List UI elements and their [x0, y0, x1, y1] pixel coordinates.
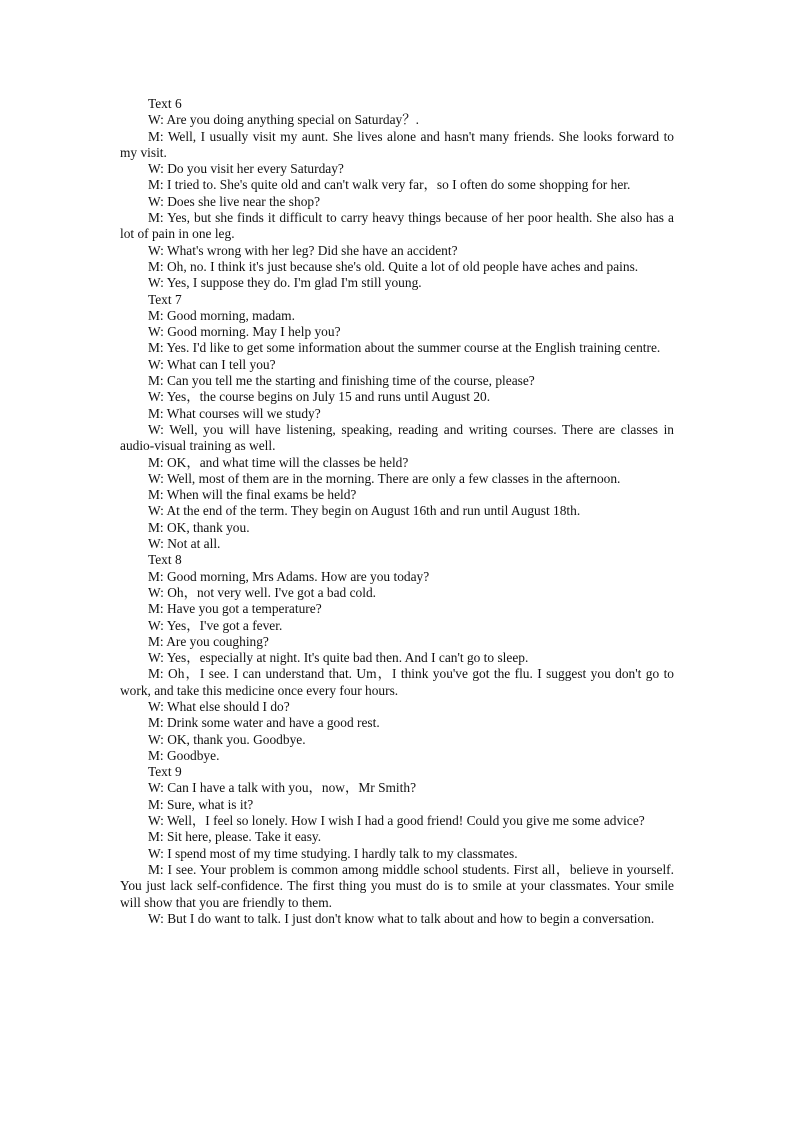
dialogue-line: W: Yes, I suppose they do. I'm glad I'm still young.	[148, 275, 422, 291]
dialogue-line: M: Have you got a temperature?	[148, 601, 322, 617]
text-8-heading: Text 8	[148, 552, 182, 568]
dialogue-line: W: Not at all.	[148, 536, 221, 552]
dialogue-line: M: Oh，I see. I can understand that. Um，I think you've got the flu. I suggest you don't go to work, and take this medicine once every four hours.	[120, 666, 674, 698]
dialogue-line: M: When will the final exams be held?	[148, 487, 357, 503]
document-page	[120, 96, 674, 927]
dialogue-line: M: Drink some water and have a good rest.	[148, 715, 380, 731]
dialogue-line: W: Yes，the course begins on July 15 and runs until August 20.	[148, 389, 491, 405]
dialogue-line: W: Well，I feel so lonely. How I wish I had a good friend! Could you give me some advice?	[148, 813, 645, 829]
dialogue-line: M: Yes, but she finds it difficult to carry heavy things because of her poor health. She also has a lot of pain in one leg.	[120, 210, 674, 242]
dialogue-line: M: OK，and what time will the classes be held?	[148, 454, 409, 470]
dialogue-line: W: But I do want to talk. I just don't know what to talk about and how to begin a conversation.	[148, 910, 655, 926]
dialogue-line: W: Well, you will have listening, speaking, reading and writing courses. There are classes in audio-visual training as well.	[120, 421, 674, 454]
dialogue-line: M: Good morning, madam.	[148, 307, 295, 323]
dialogue-line: W: What's wrong with her leg? Did she have an accident?	[148, 242, 458, 258]
dialogue-line: W: OK, thank you. Goodbye.	[148, 731, 306, 747]
dialogue-line: M: Goodbye.	[148, 747, 220, 763]
dialogue-line: W: I spend most of my time studying. I hardly talk to my classmates.	[148, 845, 518, 861]
dialogue-line: W: Can I have a talk with you，now，Mr Smith?	[148, 780, 417, 796]
dialogue-line: W: What can I tell you?	[148, 356, 276, 372]
dialogue-line: M: Can you tell me the starting and finishing time of the course, please?	[148, 373, 535, 389]
dialogue-line: W: Are you doing anything special on Saturday？.	[148, 112, 419, 128]
dialogue-line: W: Oh，not very well. I've got a bad cold.	[148, 584, 377, 600]
dialogue-line: W: At the end of the term. They begin on August 16th and run until August 18th.	[148, 503, 581, 519]
dialogue-line: W: Yes，I've got a fever.	[148, 617, 283, 633]
text-6-heading: Text 6	[148, 96, 182, 111]
dialogue-line: M: I tried to. She's quite old and can't walk very far，so I often do some shopping for her.	[148, 177, 631, 193]
dialogue-line: M: Sure, what is it?	[148, 796, 254, 812]
dialogue-line: M: Well, I usually visit my aunt. She lives alone and hasn't many friends. She looks forward to my visit.	[120, 128, 674, 160]
dialogue-line: M: Oh, no. I think it's just because she's old. Quite a lot of old people have aches and pains.	[148, 258, 639, 274]
dialogue-line: W: Do you visit her every Saturday?	[148, 161, 344, 177]
dialogue-line: W: Does she live near the shop?	[148, 193, 321, 209]
dialogue-line: M: Good morning, Mrs Adams. How are you today?	[148, 568, 430, 584]
dialogue-line: W: Well, most of them are in the morning. There are only a few classes in the afternoon.	[148, 470, 621, 486]
dialogue-line: M: What courses will we study?	[148, 405, 321, 421]
dialogue-line: M: I see. Your problem is common among middle school students. First all，believe in yourself. You just lack self-confidence. The first thing you must do is to smile at your classmates. Your smile will show that you are friendly to them.	[120, 861, 674, 910]
dialogue-line: M: Are you coughing?	[148, 633, 269, 649]
dialogue-line: W: What else should I do?	[148, 698, 290, 714]
text-7-heading: Text 7	[148, 291, 182, 307]
dialogue-line: W: Yes，especially at night. It's quite bad then. And I can't go to sleep.	[148, 650, 529, 666]
text-9-heading: Text 9	[148, 764, 182, 780]
dialogue-line: M: OK, thank you.	[148, 519, 250, 535]
dialogue-line: W: Good morning. May I help you?	[148, 324, 341, 340]
dialogue-line: M: Yes. I'd like to get some information about the summer course at the English training centre.	[148, 340, 661, 356]
dialogue-line: M: Sit here, please. Take it easy.	[148, 829, 322, 845]
